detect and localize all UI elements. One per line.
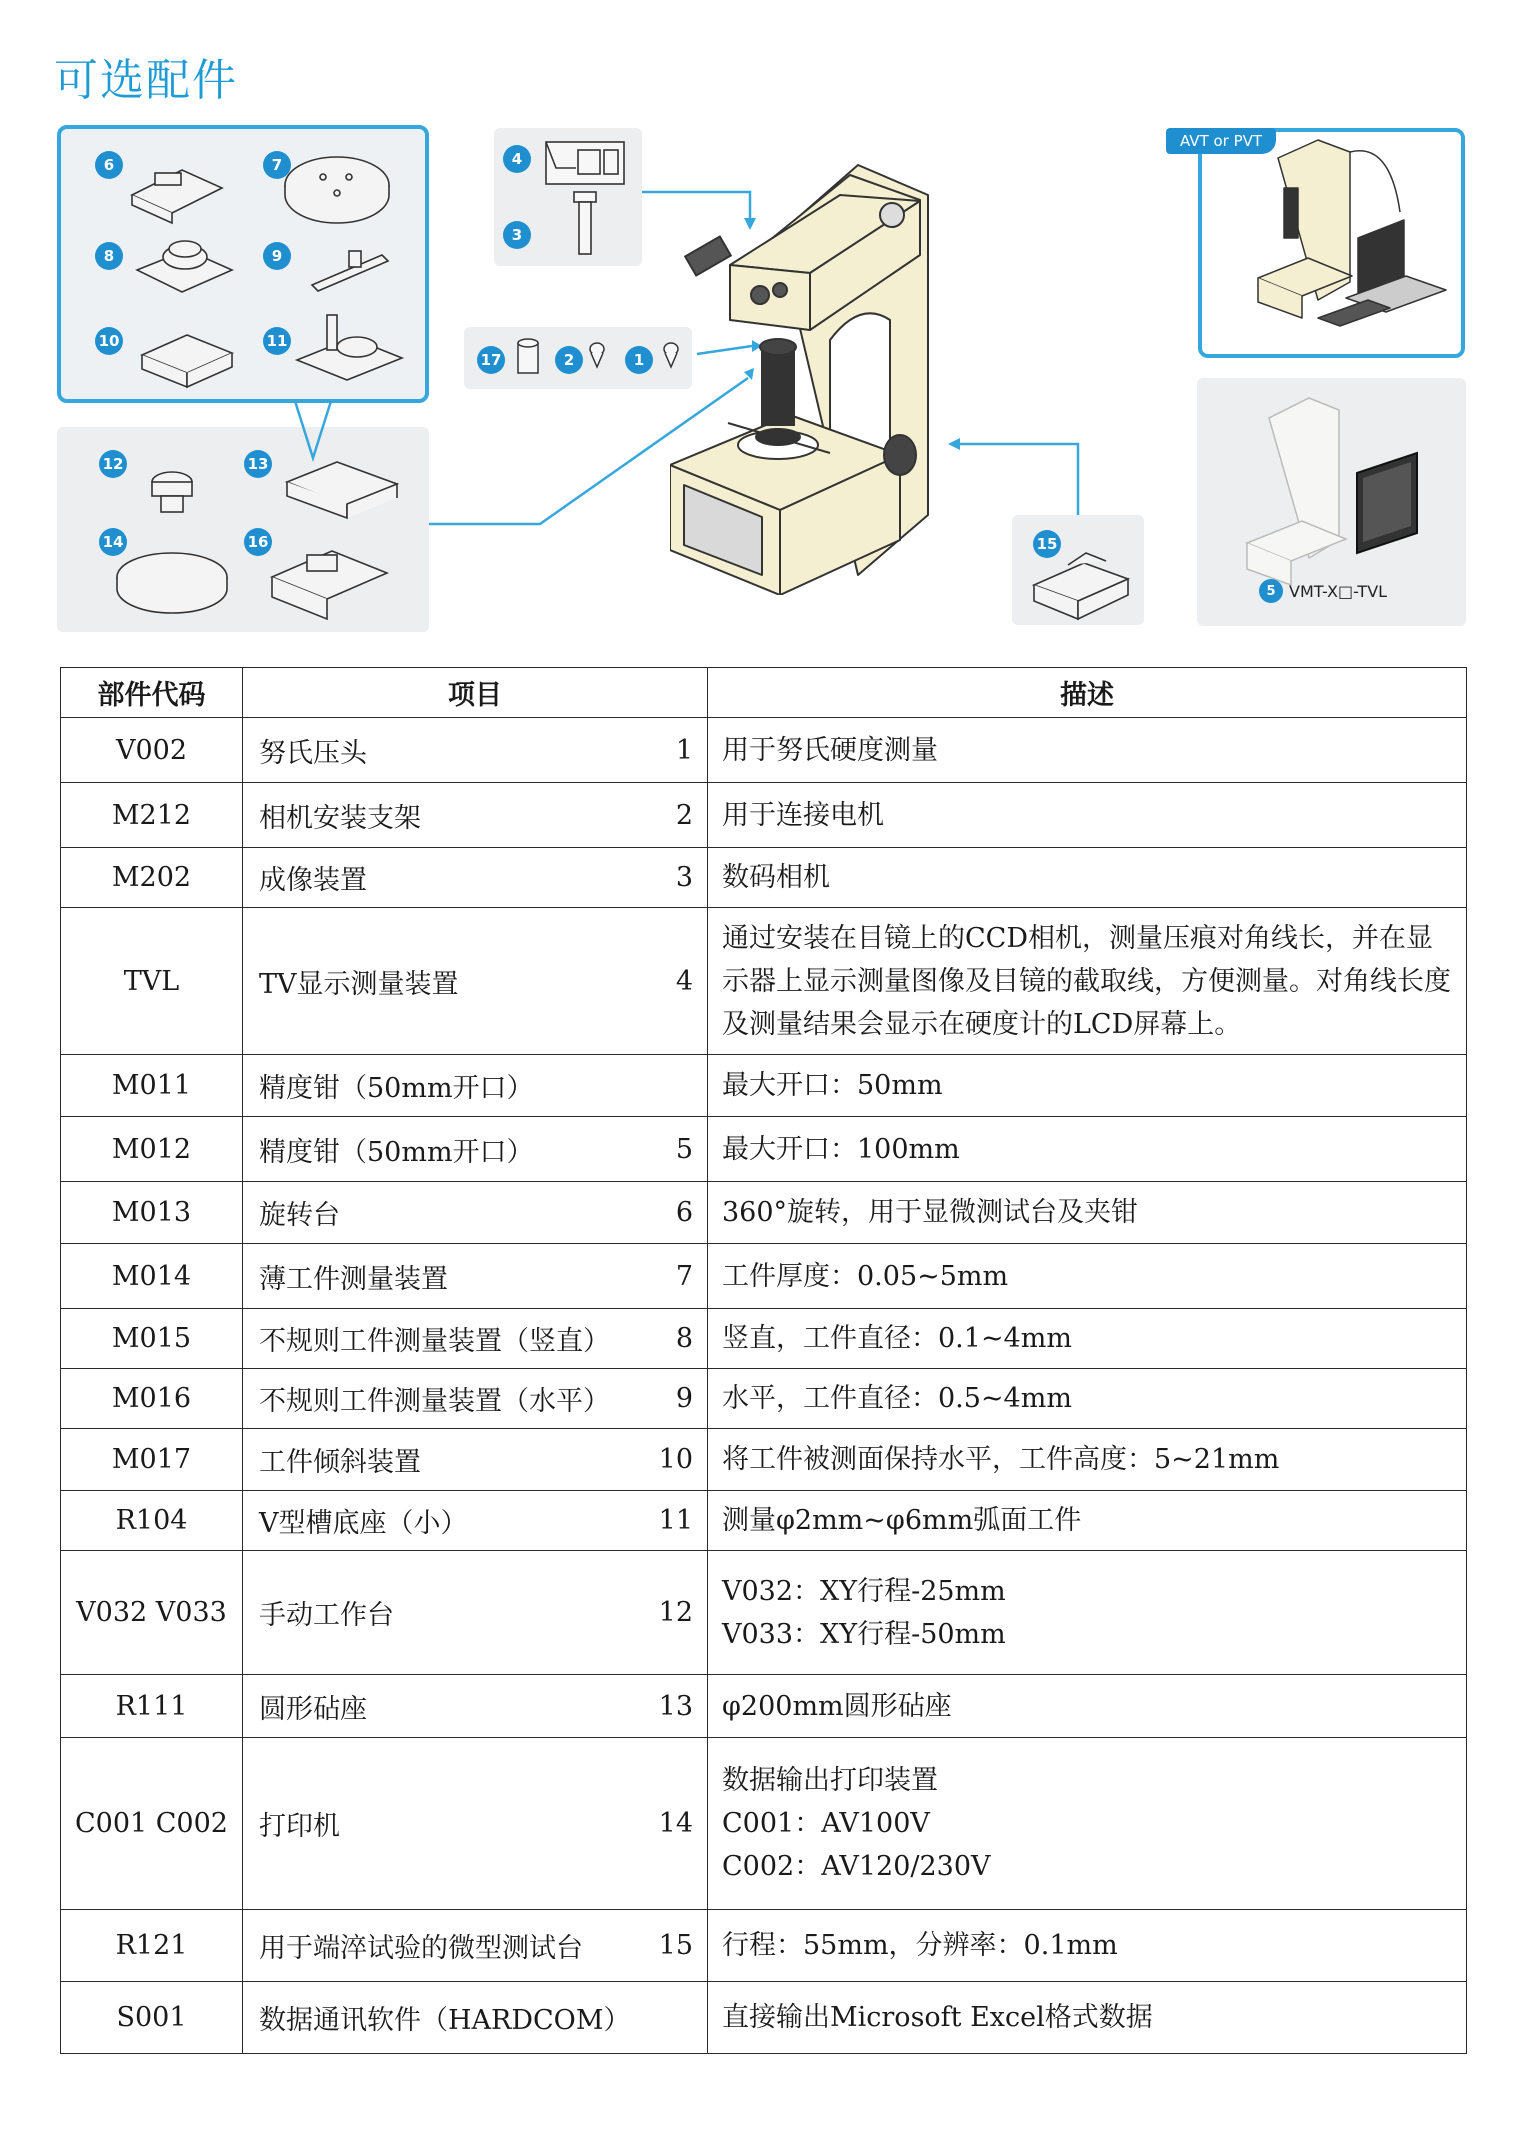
description-line: 将工件被测面保持水平，工件高度：5~21mm [722, 1444, 1280, 1475]
table-row [61, 1055, 1467, 1117]
item-name: V型槽底座（小） [259, 1508, 468, 1539]
part-code-cell: M202 [61, 848, 243, 908]
part-code-cell: R111 [61, 1675, 243, 1738]
description-cell [708, 1055, 1467, 1117]
item-name: 数据通讯软件（HARDCOM） [259, 2005, 631, 2036]
description-cell [708, 1244, 1467, 1309]
item-number: 9 [675, 1383, 693, 1414]
item-number: 12 [658, 1597, 693, 1628]
description-cell [708, 1738, 1467, 1910]
hardness-tester-illustration [670, 155, 940, 595]
table-row [61, 783, 1467, 848]
description-line: φ200mm圆形砧座 [722, 1690, 952, 1722]
description-line: 行程：55mm，分辨率：0.1mm [722, 1930, 1118, 1961]
description-cell [708, 1675, 1467, 1738]
badge-8: 8 [95, 242, 123, 270]
description-line: 用于连接电机 [722, 799, 884, 831]
avt-pvt-tag: AVT or PVT [1166, 128, 1276, 154]
item-number: 8 [675, 1323, 693, 1354]
badge-1: 1 [625, 346, 653, 374]
table-row [61, 1117, 1467, 1182]
item-cell [243, 1182, 708, 1244]
badge-4: 4 [503, 145, 531, 173]
header-desc: 描述 [708, 668, 1467, 718]
item-cell [243, 1055, 708, 1117]
item-cell [243, 1491, 708, 1551]
item-number: 11 [658, 1505, 693, 1536]
item-name: 打印机 [259, 1811, 340, 1842]
badge-12: 12 [99, 450, 127, 478]
printer-illustration [1012, 515, 1144, 625]
part-code-cell: TVL [61, 908, 243, 1055]
item-cell [243, 783, 708, 848]
description-line: 最大开口：100mm [722, 1133, 960, 1165]
description-cell [708, 1491, 1467, 1551]
item-number: 15 [658, 1930, 693, 1961]
item-number: 7 [675, 1260, 693, 1292]
item-cell [243, 1982, 708, 2054]
item-number: 10 [658, 1444, 693, 1475]
item-number: 14 [658, 1808, 693, 1839]
item-cell [243, 1369, 708, 1429]
item-cell [243, 718, 708, 783]
description-line: V032：XY行程-25mm [722, 1575, 1006, 1607]
item-number: 5 [675, 1133, 693, 1165]
item-name: 旋转台 [259, 1200, 340, 1231]
item-name: 精度钳（50mm开口） [259, 1073, 534, 1104]
description-cell [708, 1117, 1467, 1182]
description-line: 用于努氏硬度测量 [722, 734, 938, 766]
part-code-cell: M011 [61, 1055, 243, 1117]
badge-6: 6 [95, 151, 123, 179]
badge-3: 3 [503, 221, 531, 249]
description-line: 最大开口：50mm [722, 1070, 943, 1101]
table-row [61, 848, 1467, 908]
header-code: 部件代码 [61, 668, 243, 718]
item-number: 4 [675, 965, 693, 997]
table-header-row [61, 668, 1467, 718]
item-cell [243, 908, 708, 1055]
badge-9: 9 [263, 242, 291, 270]
item-cell [243, 1551, 708, 1675]
part-code-cell: M012 [61, 1117, 243, 1182]
table-row [61, 1491, 1467, 1551]
badge-10: 10 [95, 327, 123, 355]
part-code-cell: M017 [61, 1429, 243, 1491]
item-number: 13 [658, 1690, 693, 1722]
item-cell [243, 1910, 708, 1982]
description-line: 通过安装在目镜上的CCD相机，测量压痕对角线长，并在显示器上显示测量图像及目镜的截取线，方便测量。对角线长度及测量结果会显示在硬度计的LCD屏幕上。 [722, 922, 1451, 1040]
header-item: 项目 [243, 668, 708, 718]
item-number: 3 [675, 862, 693, 893]
description-cell [708, 1369, 1467, 1429]
table-row [61, 1738, 1467, 1910]
part-code-cell: M013 [61, 1182, 243, 1244]
description-cell [708, 1551, 1467, 1675]
part-code-cell: V032 V033 [61, 1551, 243, 1675]
item-cell [243, 848, 708, 908]
item-name: 努氏压头 [259, 737, 367, 769]
table-row [61, 1182, 1467, 1244]
item-name: 工件倾斜装置 [259, 1447, 421, 1478]
badge-16: 16 [244, 528, 272, 556]
description-line: 竖直，工件直径：0.1~4mm [722, 1323, 1072, 1354]
item-cell [243, 1429, 708, 1491]
item-name: TV显示测量装置 [259, 968, 459, 1000]
badge-2: 2 [555, 346, 583, 374]
item-cell [243, 1117, 708, 1182]
vmt-caption: VMT-X□-TVL [1289, 582, 1388, 601]
table-row [61, 1369, 1467, 1429]
table-row [61, 1429, 1467, 1491]
table-row [61, 1675, 1467, 1738]
description-cell [708, 1309, 1467, 1369]
part-code-cell: R121 [61, 1910, 243, 1982]
badge-15: 15 [1033, 530, 1061, 558]
table-row [61, 1910, 1467, 1982]
item-name: 精度钳（50mm开口） [259, 1136, 534, 1168]
badge-7: 7 [263, 151, 291, 179]
item-name: 手动工作台 [259, 1600, 394, 1631]
part-code-cell: M212 [61, 783, 243, 848]
accessory-figure [0, 0, 1527, 640]
item-cell [243, 1309, 708, 1369]
description-cell [708, 1182, 1467, 1244]
item-name: 不规则工件测量装置（竖直） [259, 1326, 610, 1357]
table-row [61, 1982, 1467, 2054]
item-name: 相机安装支架 [259, 802, 421, 834]
badge-17: 17 [477, 346, 505, 374]
description-line: 工件厚度：0.05~5mm [722, 1260, 1009, 1292]
description-line: C001：AV100V [722, 1808, 930, 1839]
item-name: 不规则工件测量装置（水平） [259, 1386, 610, 1417]
page-title: 可选配件 [54, 55, 238, 106]
avt-system-illustration [1198, 128, 1465, 358]
description-line: 数码相机 [722, 862, 830, 893]
description-line: 360°旋转，用于显微测试台及夹钳 [722, 1197, 1139, 1228]
badge-14: 14 [99, 528, 127, 556]
accessory-table [60, 667, 1467, 2054]
part-code-cell: V002 [61, 718, 243, 783]
table-row [61, 908, 1467, 1055]
description-line: 测量φ2mm~φ6mm弧面工件 [722, 1505, 1082, 1536]
table-row [61, 1551, 1467, 1675]
description-cell [708, 1429, 1467, 1491]
description-line: 直接输出Microsoft Excel格式数据 [722, 2002, 1153, 2033]
part-code-cell: M014 [61, 1244, 243, 1309]
description-line: 数据输出打印装置 [722, 1765, 938, 1796]
description-cell [708, 908, 1467, 1055]
item-name: 圆形砧座 [259, 1693, 367, 1725]
badge-13: 13 [244, 450, 272, 478]
table-row [61, 1244, 1467, 1309]
item-number: 2 [675, 799, 693, 831]
table-row [61, 718, 1467, 783]
description-cell [708, 1982, 1467, 2054]
part-code-cell: C001 C002 [61, 1738, 243, 1910]
description-line: C002：AV120/230V [722, 1851, 991, 1882]
description-cell [708, 718, 1467, 783]
badge-5: 5 [1259, 579, 1283, 603]
table-row [61, 1309, 1467, 1369]
item-number: 1 [675, 734, 693, 766]
badge-11: 11 [263, 327, 291, 355]
description-cell [708, 1910, 1467, 1982]
description-line: V033：XY行程-50mm [722, 1618, 1006, 1650]
description-line: 水平，工件直径：0.5~4mm [722, 1383, 1072, 1414]
item-cell [243, 1244, 708, 1309]
part-code-cell: M016 [61, 1369, 243, 1429]
part-code-cell: R104 [61, 1491, 243, 1551]
part-code-cell: M015 [61, 1309, 243, 1369]
description-cell [708, 848, 1467, 908]
item-name: 成像装置 [259, 865, 367, 896]
item-cell [243, 1675, 708, 1738]
part-code-cell: S001 [61, 1982, 243, 2054]
item-name: 薄工件测量装置 [259, 1263, 448, 1295]
item-number: 6 [675, 1197, 693, 1228]
item-cell [243, 1738, 708, 1910]
item-name: 用于端淬试验的微型测试台 [259, 1933, 583, 1964]
description-cell [708, 783, 1467, 848]
